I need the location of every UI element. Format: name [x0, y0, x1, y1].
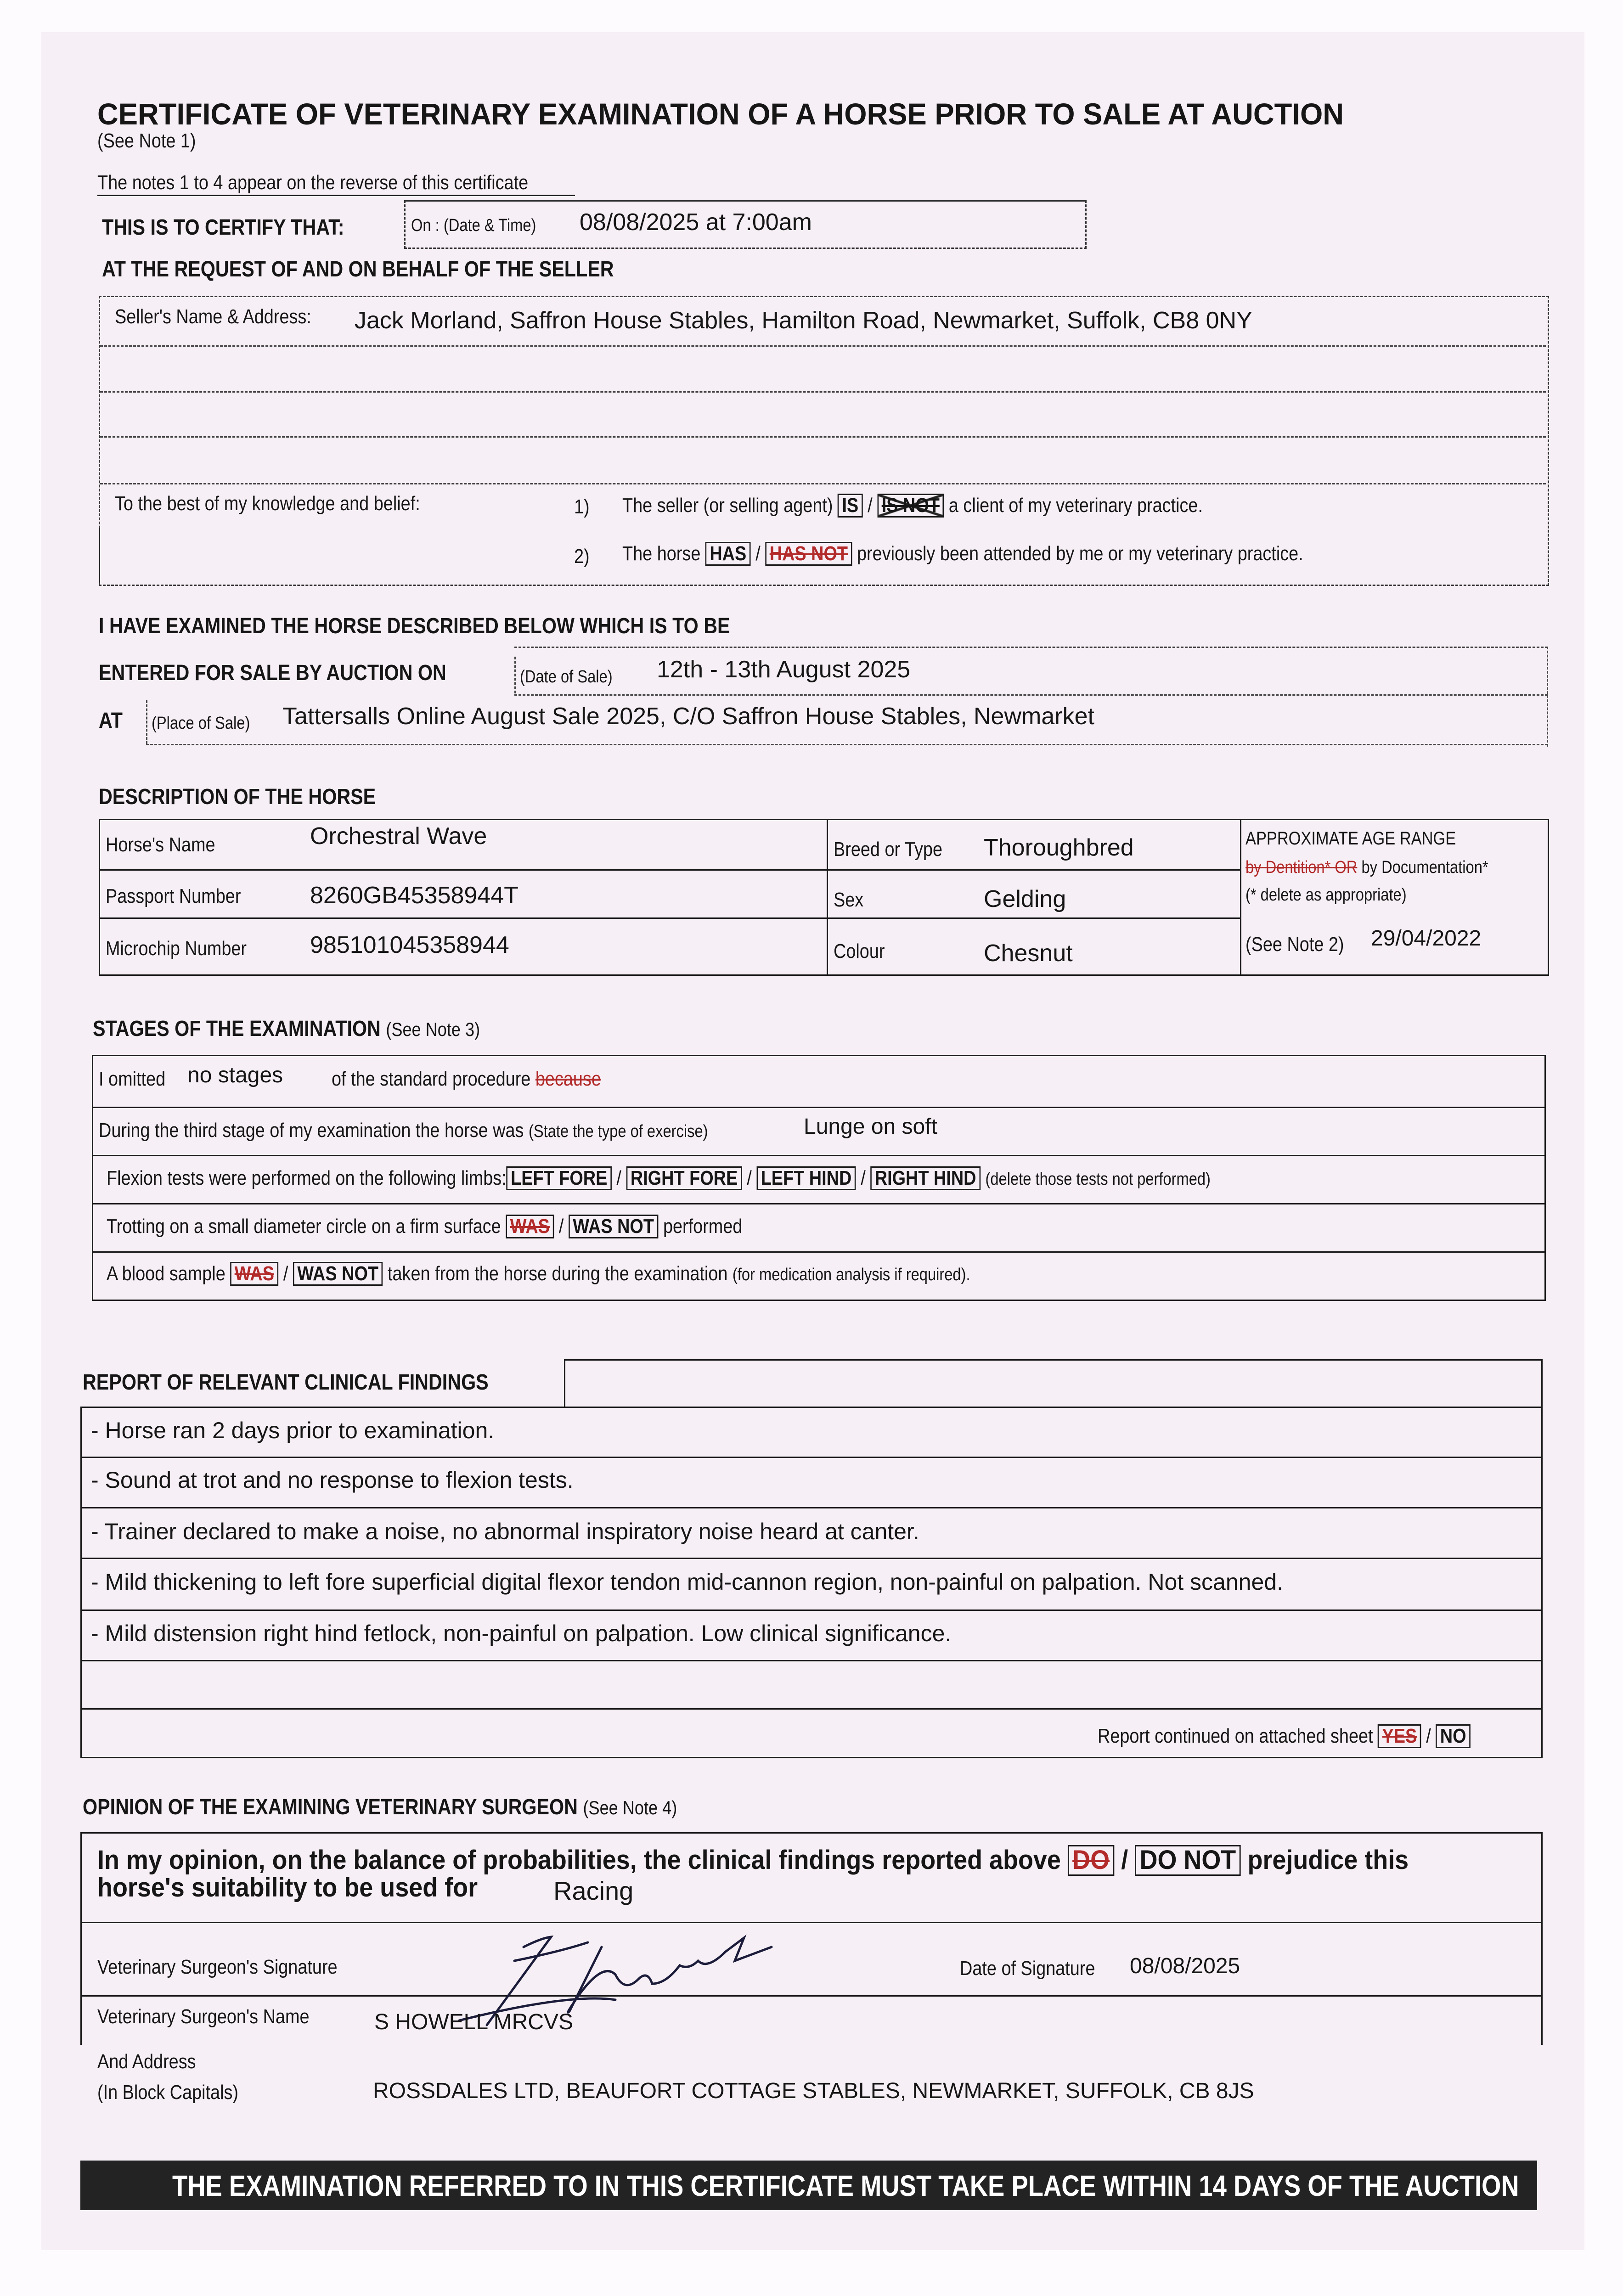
- flexion-left-hind[interactable]: LEFT HIND: [756, 1166, 856, 1190]
- request-label: AT THE REQUEST OF AND ON BEHALF OF THE SELLER: [102, 257, 614, 281]
- knowledge-item2: [622, 542, 1303, 566]
- microchip-label: Microchip Number: [106, 937, 247, 960]
- third-stage-label: [99, 1120, 708, 1141]
- sex-label: Sex: [834, 889, 864, 911]
- age-value[interactable]: 29/04/2022: [1371, 926, 1482, 951]
- third-stage-text: During the third stage of my examination the horse was: [99, 1119, 524, 1142]
- surgeon-name-label: Veterinary Surgeon's Name: [97, 2005, 310, 2028]
- item2-has-not-option[interactable]: HAS NOT: [765, 542, 852, 566]
- opinion-text-2: prejudice this: [1247, 1845, 1409, 1875]
- address-label-1: And Address: [97, 2050, 196, 2073]
- third-stage-value[interactable]: Lunge on soft: [804, 1114, 937, 1139]
- at-label: AT: [99, 709, 123, 733]
- sep-1: /: [868, 494, 873, 517]
- blood-post: taken from the horse during the examination: [387, 1262, 728, 1285]
- flexion-label: Flexion tests were performed on the following limbs:: [107, 1167, 507, 1189]
- sig-date-label: Date of Signature: [960, 1957, 1095, 1980]
- sep-r: /: [1426, 1725, 1431, 1747]
- age-see-note: (See Note 2): [1245, 933, 1344, 956]
- notes-text: The notes 1 to 4 appear on the reverse of this certificate: [97, 171, 529, 194]
- blood-label: A blood sample: [107, 1262, 225, 1285]
- breed-label: Breed or Type: [834, 838, 943, 861]
- signature-label: Veterinary Surgeon's Signature: [97, 1956, 338, 1978]
- item1-is-option[interactable]: IS: [838, 494, 863, 518]
- on-label: On : (Date & Time): [411, 216, 536, 235]
- sep-o: /: [1121, 1845, 1128, 1875]
- on-value[interactable]: 08/08/2025 at 7:00am: [580, 209, 812, 236]
- sex-value[interactable]: Gelding: [984, 886, 1066, 912]
- breed-value[interactable]: Thoroughbred: [984, 834, 1134, 861]
- item2-post: previously been attended by me or my veterinary practice.: [857, 542, 1303, 565]
- sep-t: /: [558, 1215, 564, 1238]
- opinion-line-1: [97, 1845, 1409, 1876]
- sep-b: /: [283, 1262, 288, 1285]
- item1-is-not-text: IS NOT: [881, 494, 940, 517]
- description-heading: DESCRIPTION OF THE HORSE: [99, 785, 376, 809]
- omitted-value[interactable]: no stages: [187, 1063, 283, 1087]
- footer-text: THE EXAMINATION REFERRED TO IN THIS CERTIFICATE MUST TAKE PLACE WITHIN 14 DAYS OF THE AUCTION: [172, 2169, 1519, 2202]
- colour-value[interactable]: Chesnut: [984, 940, 1073, 967]
- entered-label: ENTERED FOR SALE BY AUCTION ON: [99, 661, 446, 685]
- horse-name-value[interactable]: Orchestral Wave: [310, 823, 487, 850]
- report-line-1[interactable]: - Horse ran 2 days prior to examination.: [91, 1418, 495, 1443]
- place-label: (Place of Sale): [152, 714, 250, 733]
- seller-label: Seller's Name & Address:: [115, 305, 311, 328]
- address-label-2: (In Block Capitals): [97, 2081, 239, 2104]
- report-continued: [1098, 1724, 1471, 1748]
- report-heading: REPORT OF RELEVANT CLINICAL FINDINGS: [83, 1370, 489, 1395]
- flexion-right-fore[interactable]: RIGHT FORE: [626, 1166, 742, 1190]
- omitted-post: [332, 1069, 601, 1089]
- because-struck[interactable]: because: [535, 1068, 601, 1090]
- sep-f3: /: [861, 1167, 866, 1189]
- blood-was-not-option[interactable]: WAS NOT: [293, 1262, 383, 1286]
- item2-has-option[interactable]: HAS: [705, 542, 751, 566]
- flexion-row: [107, 1166, 1211, 1190]
- opinion-heading-text: OPINION OF THE EXAMINING VETERINARY SURGEON: [83, 1795, 578, 1819]
- age-delete-note: (* delete as appropriate): [1245, 885, 1407, 905]
- microchip-value[interactable]: 985101045358944: [310, 932, 509, 958]
- purpose-value[interactable]: Racing: [553, 1876, 634, 1905]
- certify-label: THIS IS TO CERTIFY THAT:: [102, 215, 344, 240]
- opinion-heading: [83, 1796, 677, 1818]
- report-continued-label: Report continued on attached sheet: [1098, 1725, 1373, 1747]
- colour-label: Colour: [834, 940, 885, 962]
- knowledge-label: To the best of my knowledge and belief:: [115, 492, 420, 515]
- report-line-2[interactable]: - Sound at trot and no response to flexion tests.: [91, 1467, 574, 1493]
- blood-note: (for medication analysis if required).: [732, 1265, 970, 1284]
- report-heading-box: [564, 1359, 1543, 1408]
- item2-pre: The horse: [622, 542, 701, 565]
- third-stage-note: (State the type of exercise): [528, 1122, 708, 1141]
- stages-heading-note: (See Note 3): [386, 1019, 480, 1040]
- continued-yes-option[interactable]: YES: [1378, 1724, 1421, 1748]
- trotting-row: [107, 1215, 742, 1238]
- flexion-left-fore[interactable]: LEFT FORE: [507, 1166, 612, 1190]
- horse-name-label: Horse's Name: [106, 833, 215, 856]
- opinion-do-option[interactable]: DO: [1068, 1845, 1114, 1876]
- sep-f1: /: [616, 1167, 621, 1189]
- blood-was-option[interactable]: WAS: [230, 1262, 278, 1286]
- report-line-5[interactable]: - Mild distension right hind fetlock, non-painful on palpation. Low clinical significance.: [91, 1621, 952, 1646]
- item1-pre: The seller (or selling agent): [622, 494, 833, 517]
- item1-is-not-option[interactable]: [877, 494, 944, 518]
- see-note-1: (See Note 1): [97, 129, 196, 152]
- flexion-note: (delete those tests not performed): [985, 1170, 1211, 1189]
- item1-post: a client of my veterinary practice.: [948, 494, 1203, 517]
- sep-f2: /: [747, 1167, 752, 1189]
- sep-2: /: [755, 542, 761, 565]
- passport-value[interactable]: 8260GB45358944T: [310, 882, 518, 909]
- place-value[interactable]: Tattersalls Online August Sale 2025, C/O Saffron House Stables, Newmarket: [282, 703, 1094, 730]
- opinion-heading-note: (See Note 4): [583, 1797, 677, 1818]
- examined-label: I HAVE EXAMINED THE HORSE DESCRIBED BELOW WHICH IS TO BE: [99, 614, 730, 638]
- certificate-title: CERTIFICATE OF VETERINARY EXAMINATION OF A HORSE PRIOR TO SALE AT AUCTION: [97, 97, 1344, 131]
- date-of-sale-label: (Date of Sale): [520, 667, 613, 687]
- knowledge-item1-num: 1): [574, 495, 590, 518]
- trotting-was-option[interactable]: WAS: [506, 1215, 554, 1238]
- age-heading: APPROXIMATE AGE RANGE: [1245, 828, 1456, 849]
- stages-heading: [93, 1018, 480, 1040]
- continued-no-option[interactable]: NO: [1436, 1724, 1471, 1748]
- passport-label: Passport Number: [106, 885, 241, 907]
- trotting-label: Trotting on a small diameter circle on a firm surface: [107, 1215, 501, 1238]
- opinion-text-3: horse's suitability to be used for: [97, 1873, 478, 1902]
- stages-heading-text: STAGES OF THE EXAMINATION: [93, 1017, 381, 1041]
- age-dentition-struck[interactable]: by Dentition* OR: [1245, 858, 1358, 877]
- omitted-post-text: of the standard procedure: [332, 1068, 531, 1090]
- knowledge-item1: [622, 494, 1203, 518]
- seller-value[interactable]: Jack Morland, Saffron House Stables, Hamilton Road, Newmarket, Suffolk, CB8 0NY: [355, 307, 1252, 334]
- date-of-sale-value[interactable]: 12th - 13th August 2025: [657, 656, 911, 683]
- surgeon-name-value[interactable]: S HOWELL MRCVS: [374, 2010, 573, 2034]
- knowledge-item2-num: 2): [574, 545, 590, 568]
- trotting-post: performed: [663, 1215, 743, 1238]
- blood-row: [107, 1262, 970, 1286]
- sig-date-value[interactable]: 08/08/2025: [1130, 1954, 1240, 1978]
- address-value[interactable]: ROSSDALES LTD, BEAUFORT COTTAGE STABLES, NEWMARKET, SUFFOLK, CB 8JS: [373, 2079, 1254, 2103]
- report-line-3[interactable]: - Trainer declared to make a noise, no abnormal inspiratory noise heard at canter.: [91, 1519, 919, 1544]
- flexion-right-hind[interactable]: RIGHT HIND: [870, 1166, 981, 1190]
- age-documentation: by Documentation*: [1361, 858, 1488, 877]
- age-line: [1245, 859, 1488, 876]
- report-line-4[interactable]: - Mild thickening to left fore superficial digital flexor tendon mid-cannon region, non-painful on palpation. Not scanned.: [91, 1569, 1283, 1595]
- opinion-text-1: In my opinion, on the balance of probabilities, the clinical findings reported above: [97, 1845, 1061, 1875]
- opinion-do-not-option[interactable]: DO NOT: [1135, 1845, 1240, 1876]
- omitted-label: I omitted: [99, 1068, 166, 1090]
- trotting-was-not-option[interactable]: WAS NOT: [569, 1215, 659, 1238]
